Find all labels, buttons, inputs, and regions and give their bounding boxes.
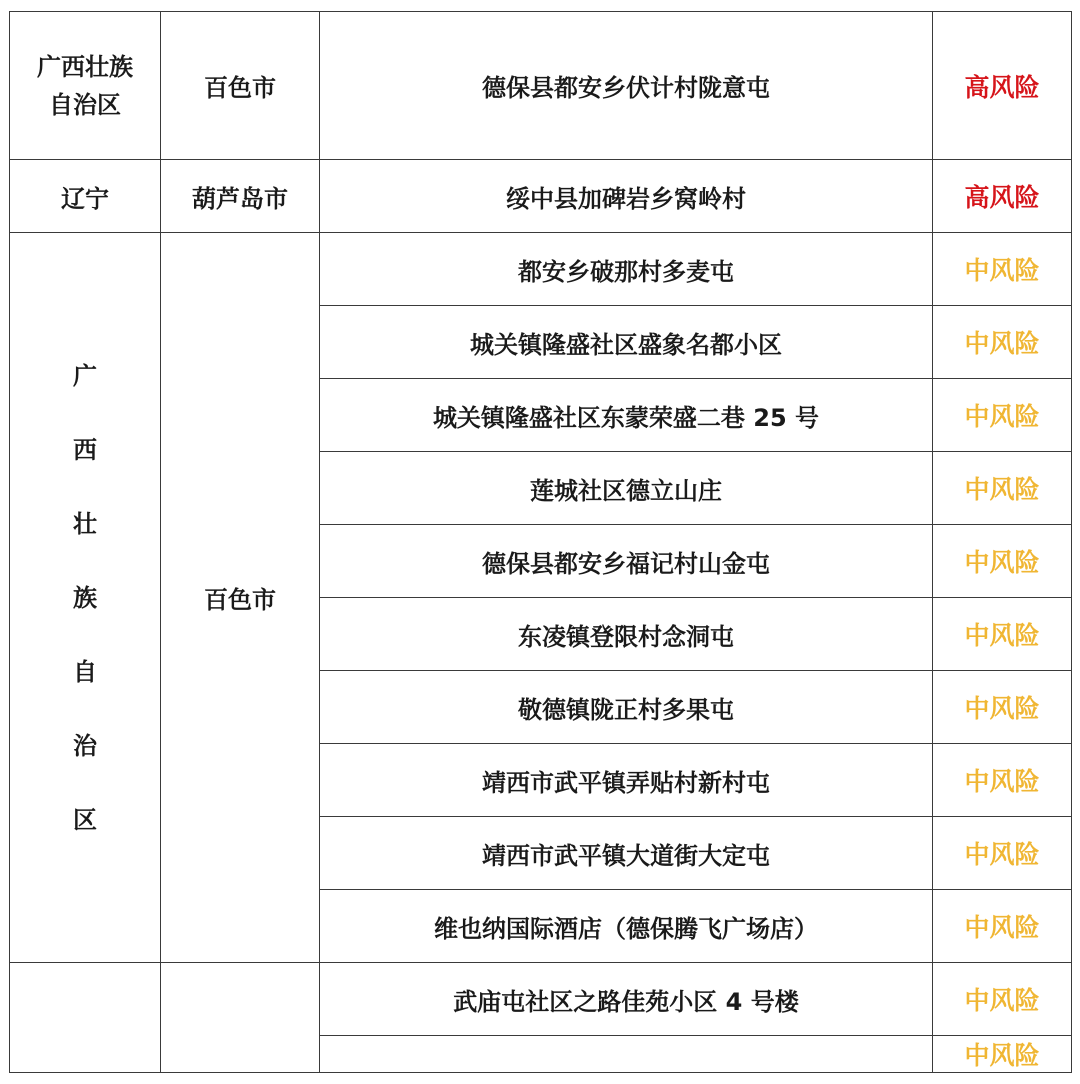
city-cell: 葫芦岛市 — [161, 160, 320, 233]
table-row — [10, 12, 1072, 160]
area-cell: 德保县都安乡伏计村陇意屯 — [320, 12, 933, 160]
area-cell: 敬德镇陇正村多果屯 — [320, 671, 933, 744]
risk-level-cell: 中风险 — [933, 306, 1072, 379]
area-cell: 莲城社区德立山庄 — [320, 452, 933, 525]
risk-level-cell: 中风险 — [933, 671, 1072, 744]
city-cell: 百色市 — [161, 233, 320, 963]
city-cell: 百色市 — [161, 12, 320, 160]
risk-level-cell: 中风险 — [933, 452, 1072, 525]
area-cell: 靖西市武平镇弄贴村新村屯 — [320, 744, 933, 817]
risk-level-cell: 中风险 — [933, 744, 1072, 817]
table-row — [10, 233, 1072, 306]
area-cell: 城关镇隆盛社区盛象名都小区 — [320, 306, 933, 379]
province-vertical-text: 广西壮族自治区 — [72, 361, 97, 834]
area-cell: 绥中县加碑岩乡窝岭村 — [320, 160, 933, 233]
area-cell: 维也纳国际酒店（德保腾飞广场店） — [320, 890, 933, 963]
province-cell — [10, 233, 161, 963]
area-cell: 东凌镇登限村念洞屯 — [320, 598, 933, 671]
area-cell: 武庙屯社区之路佳苑小区 4 号楼 — [320, 963, 933, 1036]
area-cell: 城关镇隆盛社区东蒙荣盛二巷 25 号 — [320, 379, 933, 452]
risk-level-cell: 高风险 — [933, 160, 1072, 233]
province-cell: 辽宁 — [10, 160, 161, 233]
risk-level-cell: 高风险 — [933, 12, 1072, 160]
area-cell: 德保县都安乡福记村山金屯 — [320, 525, 933, 598]
area-cell: 都安乡破那村多麦屯 — [320, 233, 933, 306]
risk-level-cell: 中风险 — [933, 817, 1072, 890]
risk-level-cell: 中风险 — [933, 233, 1072, 306]
risk-level-cell: 中风险 — [933, 963, 1072, 1036]
risk-level-cell: 中风险 — [933, 379, 1072, 452]
risk-level-cell: 中风险 — [933, 598, 1072, 671]
province-cell: 广西壮族自治区 — [10, 12, 161, 160]
province-cell — [10, 963, 161, 1073]
table-row — [10, 963, 1072, 1036]
area-cell: 靖西市武平镇大道街大定屯 — [320, 817, 933, 890]
area-cell — [320, 1036, 933, 1073]
risk-area-table — [9, 11, 1072, 1073]
risk-level-cell: 中风险 — [933, 1036, 1072, 1073]
table-row — [10, 160, 1072, 233]
risk-level-cell: 中风险 — [933, 525, 1072, 598]
risk-level-cell: 中风险 — [933, 890, 1072, 963]
city-cell — [161, 963, 320, 1073]
